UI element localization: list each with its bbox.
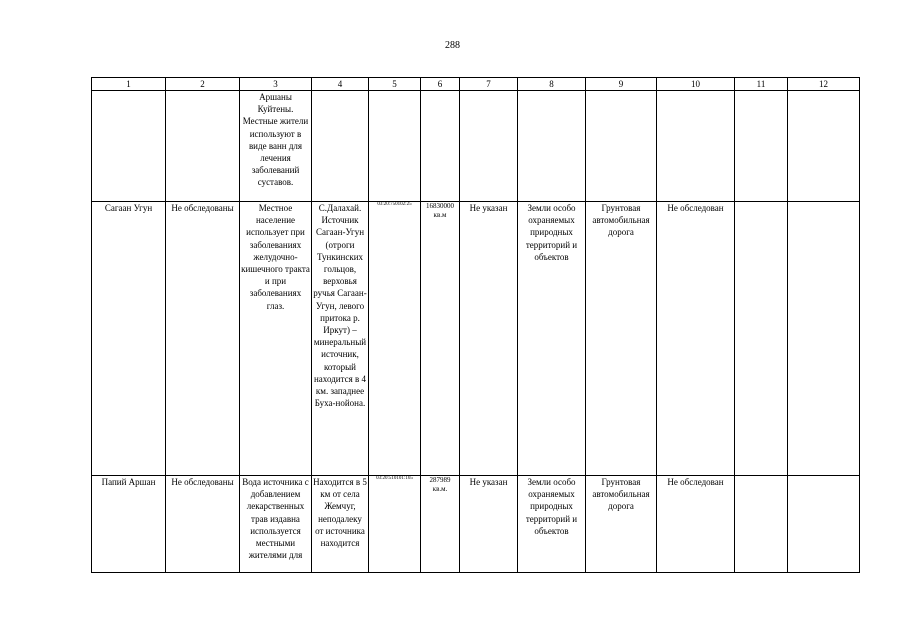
header-cell: 8	[518, 78, 586, 91]
cadastral-number-cell: 03:20:750102:25	[369, 202, 421, 476]
empty-cell	[788, 476, 860, 573]
usage-cell: Вода источника с добавлением лекарственных трав издавна используется местными жителями для	[240, 476, 312, 573]
area-cell: 287989 кв.м.	[421, 476, 460, 573]
area-cell: 16830000 кв.м	[421, 202, 460, 476]
document-table	[91, 77, 860, 573]
empty-cell	[735, 476, 788, 573]
empty-cell	[788, 91, 860, 202]
survey-cell	[166, 91, 240, 202]
empty-cell	[788, 202, 860, 476]
area-cell	[421, 91, 460, 202]
header-cell: 3	[240, 78, 312, 91]
header-cell: 10	[657, 78, 735, 91]
header-cell: 1	[92, 78, 166, 91]
survey-cell: Не обследованы	[166, 202, 240, 476]
location-cell: С.Далахай. Источник Сагаан-Угун (отроги Тункинских гольцов, верховья ручья Сагаан-Угун, левого притока р. Иркут) – минеральный источник, который находится в 4 км. западнее Буха-нойона.	[312, 202, 369, 476]
road-cell: Грунтовая автомобильная дорога	[586, 476, 657, 573]
table-row	[92, 202, 860, 476]
name-cell: Папий Аршан	[92, 476, 166, 573]
page-number: 288	[445, 40, 460, 51]
land-category-cell: Земли особо охраняемых природных территорий и объектов	[518, 202, 586, 476]
cadastral-number-cell: 03:20:510101:165	[369, 476, 421, 573]
land-category-cell	[518, 91, 586, 202]
header-row	[92, 78, 860, 91]
owner-cell: Не указан	[460, 202, 518, 476]
usage-cell: Местное население использует при заболеваниях желудочно-кишечного тракта и при заболеваниях глаз.	[240, 202, 312, 476]
location-cell: Находится в 5 км от села Жемчуг, неподалеку от источника находится	[312, 476, 369, 573]
header-cell: 9	[586, 78, 657, 91]
table-row	[92, 91, 860, 202]
header-cell: 4	[312, 78, 369, 91]
status-cell: Не обследован	[657, 476, 735, 573]
road-cell: Грунтовая автомобильная дорога	[586, 202, 657, 476]
survey-cell: Не обследованы	[166, 476, 240, 573]
usage-cell: Аршаны Куйтены. Местные жители используют в виде ванн для лечения заболеваний суставов.	[240, 91, 312, 202]
name-cell: Сагаан Угун	[92, 202, 166, 476]
status-cell	[657, 91, 735, 202]
location-cell	[312, 91, 369, 202]
cadastral-number-cell	[369, 91, 421, 202]
road-cell	[586, 91, 657, 202]
empty-cell	[735, 202, 788, 476]
owner-cell: Не указан	[460, 476, 518, 573]
empty-cell	[735, 91, 788, 202]
name-cell	[92, 91, 166, 202]
status-cell: Не обследован	[657, 202, 735, 476]
header-cell: 2	[166, 78, 240, 91]
header-cell: 12	[788, 78, 860, 91]
header-cell: 11	[735, 78, 788, 91]
header-cell: 5	[369, 78, 421, 91]
owner-cell	[460, 91, 518, 202]
land-category-cell: Земли особо охраняемых природных территорий и объектов	[518, 476, 586, 573]
header-cell: 7	[460, 78, 518, 91]
header-cell: 6	[421, 78, 460, 91]
table-row	[92, 476, 860, 573]
